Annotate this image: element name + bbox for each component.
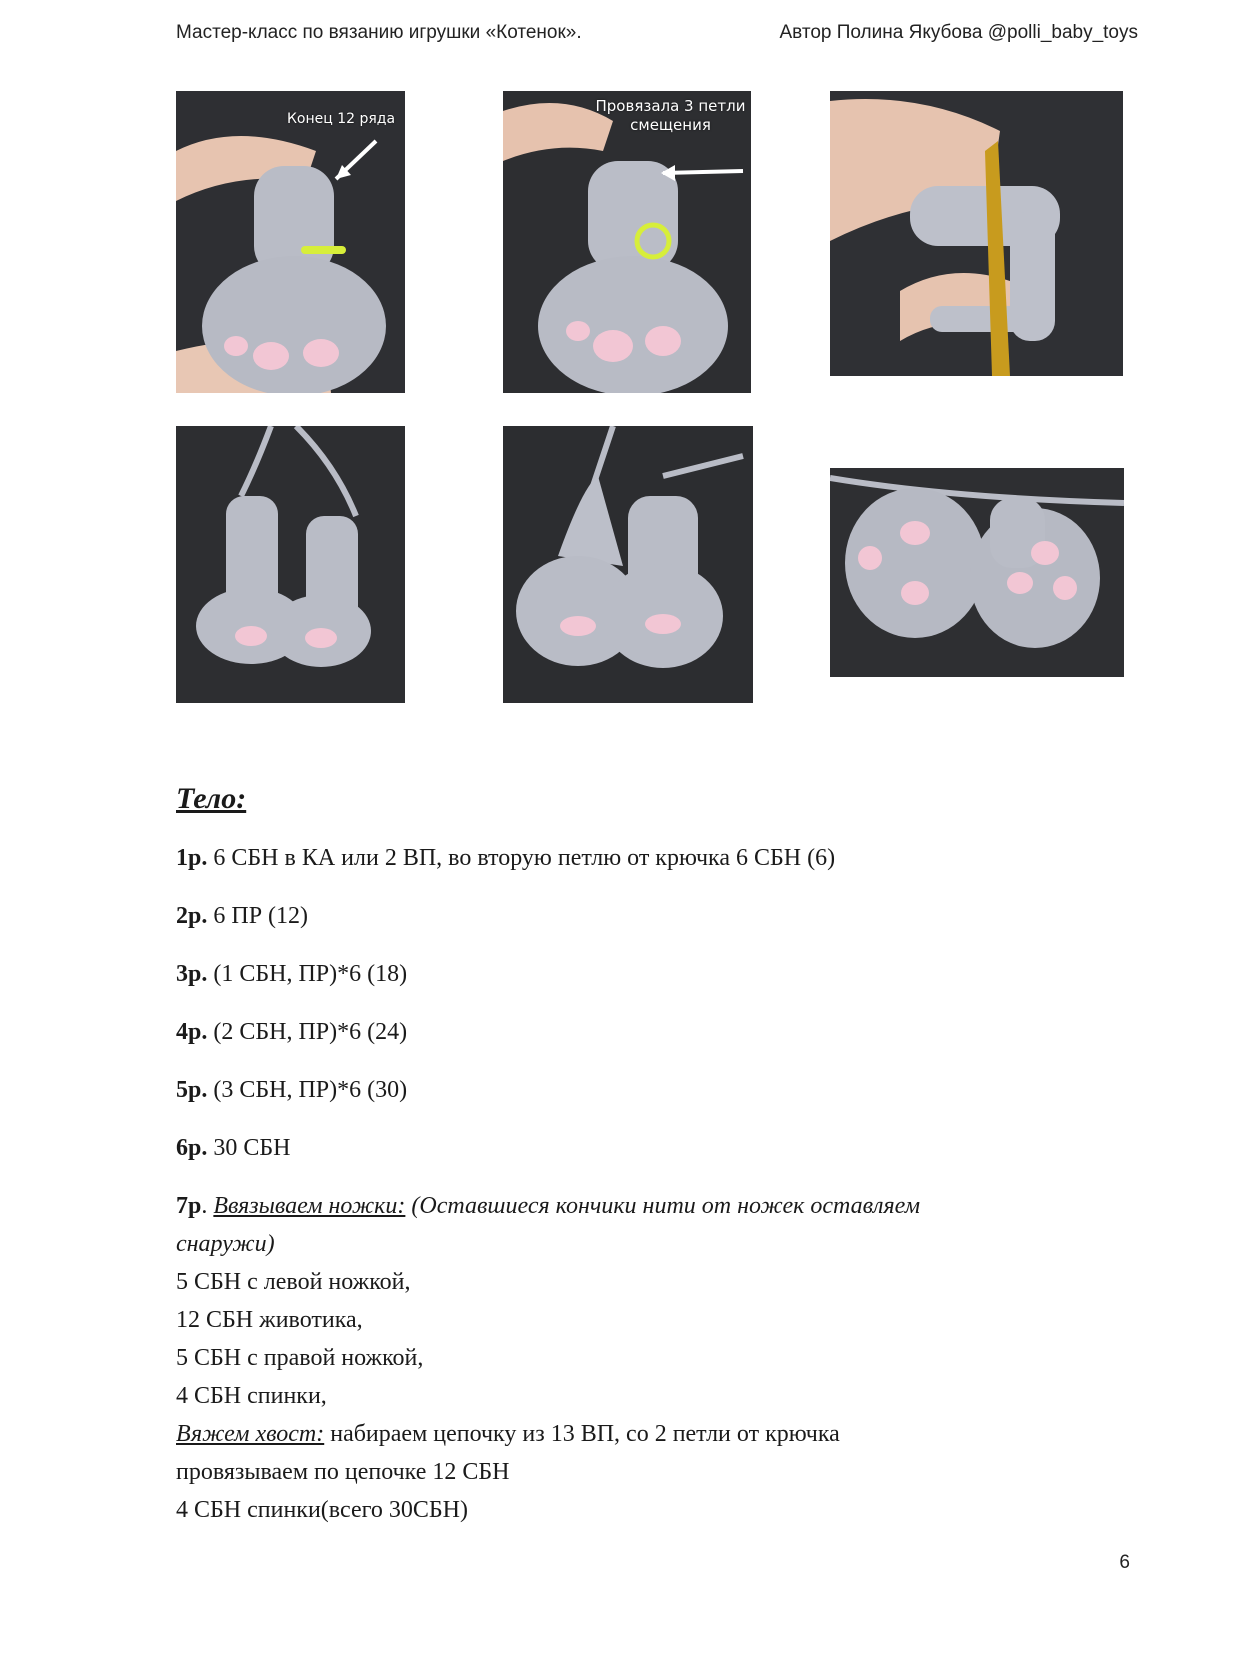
legs-note: (Оставшиеся кончики нити от ножек оставляем bbox=[411, 1193, 921, 1219]
row-dot: . bbox=[201, 1193, 214, 1219]
legs-note-cont: снаружи) bbox=[176, 1231, 275, 1257]
photo-6-illustration bbox=[830, 468, 1124, 677]
tail-line bbox=[176, 1421, 840, 1448]
pattern-row bbox=[176, 1077, 407, 1104]
photo-two-legs bbox=[176, 426, 405, 703]
row-number: 3р. bbox=[176, 961, 208, 987]
legs-label: Ввязываем ножки: bbox=[213, 1193, 406, 1219]
instruction-line: 5 СБН с левой ножкой, bbox=[176, 1269, 411, 1295]
row-text: 6 ПР (12) bbox=[207, 903, 309, 929]
pattern-row-7 bbox=[176, 1193, 920, 1220]
instruction-line: 4 СБН спинки(всего 30СБН) bbox=[176, 1497, 468, 1523]
photo-leg-soles bbox=[830, 468, 1124, 677]
instruction-line: 4 СБН спинки, bbox=[176, 1383, 327, 1409]
row-text: 6 СБН в КА или 2 ВП, во вторую петлю от крючка 6 СБН (6) bbox=[207, 845, 836, 871]
tail-text: набираем цепочку из 13 ВП, со 2 петли от крючка bbox=[324, 1421, 840, 1447]
tail-label: Вяжем хвост: bbox=[176, 1421, 325, 1447]
photo-caption: Провязала 3 петли смещения bbox=[595, 97, 746, 134]
pattern-row bbox=[176, 1019, 407, 1046]
document-title: Мастер-класс по вязанию игрушки «Котенок». bbox=[176, 22, 582, 43]
row-number: 2р. bbox=[176, 903, 208, 929]
page-header bbox=[176, 22, 1138, 52]
instruction-line: 5 СБН с правой ножкой, bbox=[176, 1345, 424, 1371]
section-title: Тело: bbox=[176, 782, 247, 815]
pattern-row bbox=[176, 903, 308, 930]
page-number: 6 bbox=[1119, 1552, 1130, 1573]
row-number: 5р. bbox=[176, 1077, 208, 1103]
author-credit: Автор Полина Якубова @polli_baby_toys bbox=[779, 22, 1138, 43]
instruction-line: 12 СБН животика, bbox=[176, 1307, 363, 1333]
row-number: 6р. bbox=[176, 1135, 208, 1161]
row-text: (3 СБН, ПР)*6 (30) bbox=[207, 1077, 408, 1103]
row-text: 30 СБН bbox=[207, 1135, 291, 1161]
pattern-row bbox=[176, 845, 835, 872]
pattern-row bbox=[176, 961, 407, 988]
photo-5-illustration bbox=[503, 426, 753, 703]
photo-hook-in-leg bbox=[830, 91, 1123, 376]
instruction-line: провязываем по цепочке 12 СБН bbox=[176, 1459, 510, 1485]
row-text: (2 СБН, ПР)*6 (24) bbox=[207, 1019, 408, 1045]
photo-3-illustration bbox=[830, 91, 1123, 376]
photo-end-of-row-12 bbox=[176, 91, 405, 393]
photo-1-illustration bbox=[176, 91, 405, 393]
row-number: 1р. bbox=[176, 845, 208, 871]
photo-caption: Конец 12 ряда bbox=[286, 111, 396, 127]
row-number: 4р. bbox=[176, 1019, 208, 1045]
row-text: (1 СБН, ПР)*6 (18) bbox=[207, 961, 408, 987]
row-number: 7р bbox=[176, 1193, 202, 1219]
photo-4-illustration bbox=[176, 426, 405, 703]
photo-legs-closer bbox=[503, 426, 753, 703]
photo-shift-loops bbox=[503, 91, 751, 393]
pattern-row bbox=[176, 1135, 290, 1162]
photo-2-illustration bbox=[503, 91, 751, 393]
